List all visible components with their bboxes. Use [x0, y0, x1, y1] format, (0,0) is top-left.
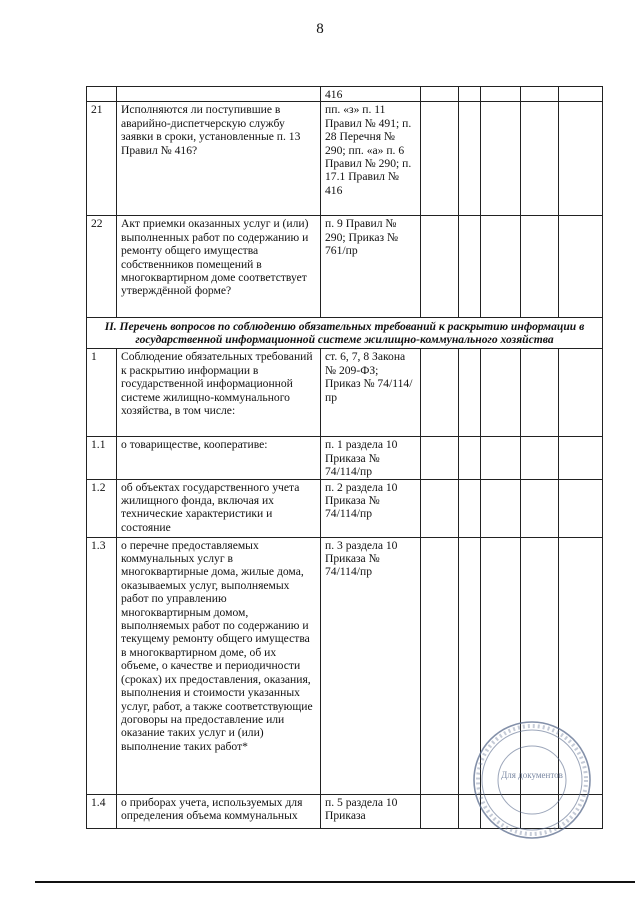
row-number: 21: [87, 102, 117, 216]
answer-cell: [421, 216, 459, 318]
question-cell: о товариществе, кооперативе:: [117, 437, 321, 479]
answer-cell: [421, 87, 459, 102]
question-cell: [117, 87, 321, 102]
answer-cell: [459, 216, 481, 318]
reference-cell: п. 3 раздела 10 Приказа № 74/114/пр: [321, 537, 421, 794]
reference-cell: п. 9 Правил № 290; Приказ № 761/пр: [321, 216, 421, 318]
row-number: 1.3: [87, 537, 117, 794]
answer-cell: [421, 479, 459, 537]
reference-cell: п. 1 раздела 10 Приказа № 74/114/пр: [321, 437, 421, 479]
row-number: [87, 87, 117, 102]
answer-cell: [481, 349, 521, 437]
table-row: [87, 216, 603, 318]
answer-cell: [521, 102, 559, 216]
answer-cell: [481, 479, 521, 537]
question-cell: Акт приемки оказанных услуг и (или) выполненных работ по содержанию и ремонту общего имущества собственников помещений в многоквартирном доме соответствует утверждённой форме?: [117, 216, 321, 318]
answer-cell: [559, 349, 603, 437]
answer-cell: [521, 437, 559, 479]
answer-cell: [459, 102, 481, 216]
reference-cell: ст. 6, 7, 8 Закона № 209-ФЗ; Приказ № 74/114/пр: [321, 349, 421, 437]
section-heading-row: [87, 318, 603, 349]
row-number: 1: [87, 349, 117, 437]
answer-cell: [559, 479, 603, 537]
answer-cell: [459, 349, 481, 437]
answer-cell: [459, 437, 481, 479]
answer-cell: [421, 437, 459, 479]
answer-cell: [481, 102, 521, 216]
row-number: 1.1: [87, 437, 117, 479]
reference-cell: 416: [321, 87, 421, 102]
answer-cell: [521, 216, 559, 318]
answer-cell: [481, 87, 521, 102]
answer-cell: [559, 216, 603, 318]
answer-cell: [521, 349, 559, 437]
row-number: 1.2: [87, 479, 117, 537]
row-number: 1.4: [87, 794, 117, 828]
table-row: [87, 479, 603, 537]
reference-cell: п. 2 раздела 10 Приказа № 74/114/пр: [321, 479, 421, 537]
bottom-rule: [35, 881, 635, 883]
answer-cell: [459, 87, 481, 102]
answer-cell: [521, 479, 559, 537]
table-row: [87, 102, 603, 216]
question-cell: о приборах учета, используемых для определения объема коммунальных: [117, 794, 321, 828]
answer-cell: [421, 537, 459, 794]
reference-cell: п. 5 раздела 10 Приказа: [321, 794, 421, 828]
page-number: 8: [316, 21, 324, 37]
question-cell: Исполняются ли поступившие в аварийно-диспетчерскую службу заявки в сроки, установленные п. 13 Правил № 416?: [117, 102, 321, 216]
answer-cell: [481, 216, 521, 318]
answer-cell: [559, 87, 603, 102]
table-row: [87, 437, 603, 479]
answer-cell: [559, 102, 603, 216]
answer-cell: [459, 479, 481, 537]
row-number: 22: [87, 216, 117, 318]
table-row: [87, 349, 603, 437]
table-row: [87, 87, 603, 102]
answer-cell: [559, 437, 603, 479]
official-stamp: [470, 718, 594, 842]
reference-cell: пп. «з» п. 11 Правил № 491; п. 28 Перечня № 290; пп. «а» п. 6 Правил № 290; п. 17.1 Правил № 416: [321, 102, 421, 216]
question-cell: Соблюдение обязательных требований к раскрытию информации в государственной информационной системе жилищно-коммунального хозяйства, в том числе:: [117, 349, 321, 437]
answer-cell: [421, 794, 459, 828]
stamp-text: Для документов: [501, 770, 563, 780]
answer-cell: [521, 87, 559, 102]
question-cell: о перечне предоставляемых коммунальных услуг в многоквартирные дома, жилые дома, оказываемых услуг, выполняемых работ по управлению многоквартирным домом, выполняемых работ по содержанию и текущему ремонту общего имущества в многоквартирном доме, об их объеме, о качестве и периодичности (сроках) их предоставления, оказания, выполнения и стоимости указанных услуг, работ, а также соответствующие договоры на предоставление или оказание таких услуг и (или) выполнение таких работ*: [117, 537, 321, 794]
answer-cell: [421, 349, 459, 437]
section-heading: II. Перечень вопросов по соблюдению обязательных требований к раскрытию информации в государственной информационной системе жилищно-коммунального хозяйства: [87, 318, 603, 349]
answer-cell: [421, 102, 459, 216]
question-cell: об объектах государственного учета жилищного фонда, включая их технические характеристики и состояние: [117, 479, 321, 537]
answer-cell: [481, 437, 521, 479]
